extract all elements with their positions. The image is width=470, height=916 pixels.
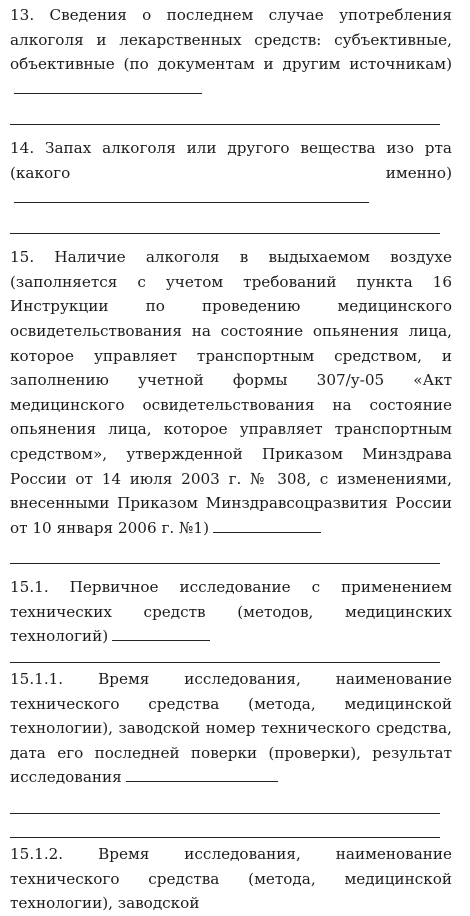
section-14-text: 14. Запах алкоголя или другого вещества изо рта (какого именно) (10, 139, 452, 182)
section-14-fill-line[interactable] (10, 210, 440, 234)
section-13-fill-line[interactable] (10, 101, 440, 125)
section-15-fill-field[interactable] (213, 518, 321, 533)
section-15-1-1-fill-line-2[interactable] (10, 814, 440, 838)
section-15-paragraph (10, 245, 452, 540)
section-14-paragraph (10, 136, 452, 210)
section-15-1-1-fill-field[interactable] (126, 767, 278, 782)
section-15-1-1-paragraph (10, 667, 452, 790)
section-15-1-1-text: 15.1.1. Время исследования, наименование технического средства (метода, медицинской технологии), заводской номер технического средства, дата его последней поверки (проверки), результат исследования (10, 670, 452, 787)
section-15-1-paragraph (10, 575, 452, 649)
section-13-text: 13. Сведения о последнем случае употребления алкоголя и лекарственных средств: субъективные, объективные (по документам и другим источникам) (10, 6, 452, 74)
section-15-1-text: 15.1. Первичное исследование с применением технических средств (методов, медицинских технологий) (10, 578, 452, 646)
section-15-text: 15. Наличие алкоголя в выдыхаемом воздухе (заполняется с учетом требований пункта 16 Инструкции по проведению медицинского освидетельствования на состояние опьянения лица, которое управляет транспортным средством, и заполнению учетной формы 307/у-05 «Акт медицинского освидетельствования на состояние опьянения лица, которое управляет транспортным средством», утвержденной Приказом Минздрава России от 14 июля 2003 г. № 308, с изменениями, внесенными Приказом Минздравсоцразвития России от 10 января 2006 г. №1) (10, 248, 452, 537)
section-15-1-1-fill-line-1[interactable] (10, 790, 440, 814)
section-15-1-2-paragraph (10, 842, 452, 916)
section-15-fill-line[interactable] (10, 540, 440, 564)
section-15-1-2-text: 15.1.2. Время исследования, наименование технического средства (метода, медицинской технологии), заводской (10, 845, 452, 913)
section-15-1-fill-field[interactable] (112, 626, 210, 641)
section-14-fill-field[interactable] (14, 188, 369, 203)
section-13-paragraph (10, 3, 452, 101)
section-13-fill-field[interactable] (14, 79, 202, 94)
